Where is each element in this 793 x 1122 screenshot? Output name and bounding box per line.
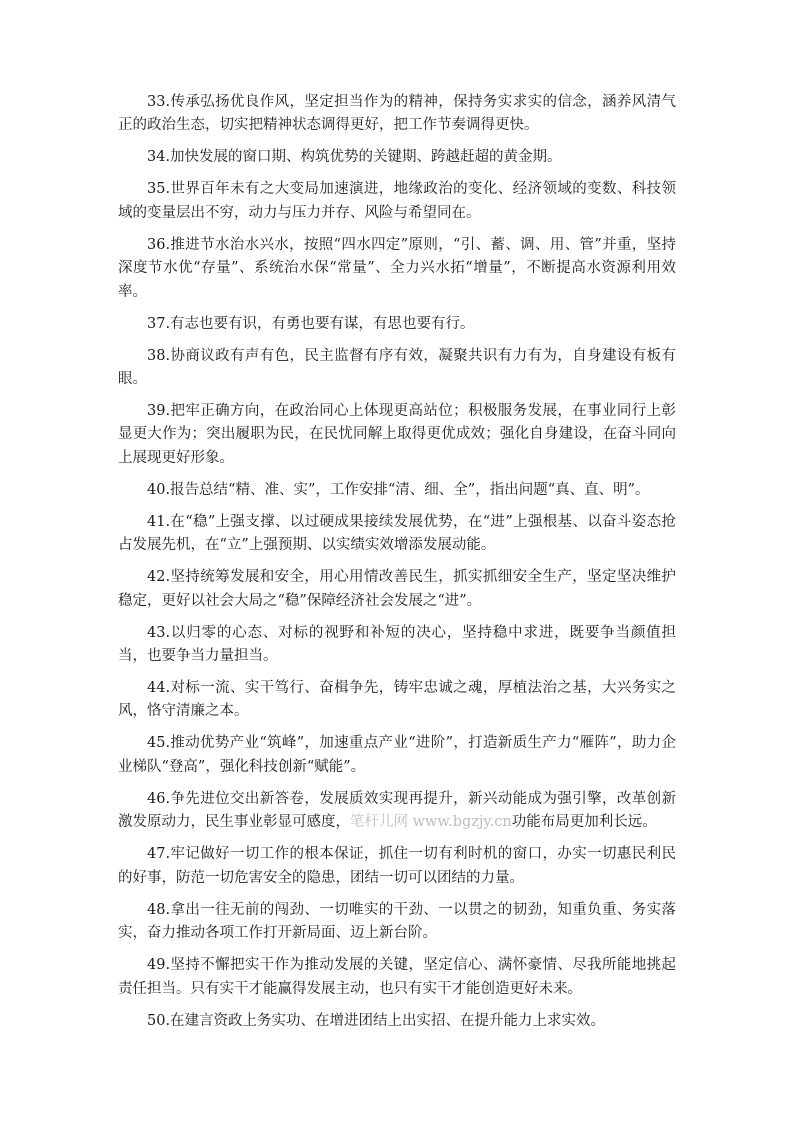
paragraph-33: 33.传承弘扬优良作风，坚定担当作为的精神，保持务实求实的信念，涵养风清气正的政治生态，切实把精神状态调得更好，把工作节奏调得更快。	[118, 94, 676, 134]
paragraph-46	[118, 788, 676, 835]
paragraph-44: 44.对标一流、实干笃行、奋楫争先，铸牢忠诚之魂，厚植法治之基，大兴务实之风，恪守清廉之本。	[118, 680, 676, 720]
paragraph-49: 49.坚持不懈把实干作为推动发展的关键，坚定信心、满怀豪情、尽我所能地挑起责任担当。只有实干才能赢得发展主动，也只有实干才能创造更好未来。	[118, 957, 676, 997]
watermark-text: 笔杆儿网 www.bgzjy.cn	[350, 814, 512, 831]
paragraph-43: 43.以归零的心态、对标的视野和补短的决心，坚持稳中求进，既要争当颜值担当，也要争当力量担当。	[118, 624, 676, 665]
paragraph-39: 39.把牢正确方向，在政治同心上体现更高站位；积极服务发展，在事业同行上彰显更大作为；突出履职为民，在民忧同解上取得更优成效；强化自身建设，在奋斗同向上展现更好形象。	[118, 403, 676, 466]
paragraph-35: 35.世界百年未有之大变局加速演进，地缘政治的变化、经济领域的变数、科技领域的变量层出不穷，动力与压力并存、风险与希望同在。	[118, 181, 676, 221]
paragraph-34: 34.加快发展的窗口期、构筑优势的关键期、跨越赶超的黄金期。	[147, 149, 562, 166]
document-body	[118, 91, 676, 1042]
paragraph-45: 45.推动优势产业“筑峰”，加速重点产业“进阶”，打造新质生产力“雁阵”，助力企业梯队“登高”，强化科技创新“赋能”。	[118, 735, 676, 775]
paragraph-41: 41.在“稳”上强支撑、以过硬成果接续发展优势，在“进”上强根基、以奋斗姿态抢占发展先机，在“立”上强预期、以实绩实效增添发展动能。	[118, 513, 676, 554]
paragraph-37: 37.有志也要有识，有勇也要有谋，有思也要有行。	[147, 315, 475, 332]
paragraph-50: 50.在建言资政上务实功、在增进团结上出实招、在提升能力上求实效。	[147, 1012, 606, 1029]
paragraph-46-text: 46.争先进位交出新答卷，发展质效实现再提升，新兴动能成为强引擎，改革创新激发原动力，民生事业彰显可感度，	[118, 790, 676, 831]
paragraph-40: 40.报告总结“精、准、实”，工作安排“清、细、全”，指出问题“真、直、明”。	[147, 481, 650, 498]
paragraph-42: 42.坚持统筹发展和安全，用心用情改善民生，抓实抓细安全生产，坚定坚决维护稳定，更好以社会大局之“稳”保障经济社会发展之“进”。	[118, 569, 676, 609]
paragraph-38: 38.协商议政有声有色，民主监督有序有效，凝聚共识有力有为，自身建设有板有眼。	[118, 347, 676, 388]
paragraph-48: 48.拿出一往无前的闯劲、一切唯实的干劲、一以贯之的韧劲，知重负重、务实落实，奋力推动各项工作打开新局面、迈上新台阶。	[118, 901, 676, 942]
paragraph-46-tail: 功能布局更加利长远。	[511, 814, 657, 831]
paragraph-47: 47.牢记做好一切工作的根本保证，抓住一切有利时机的窗口，办实一切惠民利民的好事，防范一切危害安全的隐患，团结一切可以团结的力量。	[118, 846, 676, 886]
paragraph-36: 36.推进节水治水兴水，按照“四水四定”原则，“引、蓄、调、用、管”并重，坚持深度节水优“存量”、系统治水保“常量”、全力兴水拓“增量”，不断提高水资源利用效率。	[118, 236, 676, 300]
